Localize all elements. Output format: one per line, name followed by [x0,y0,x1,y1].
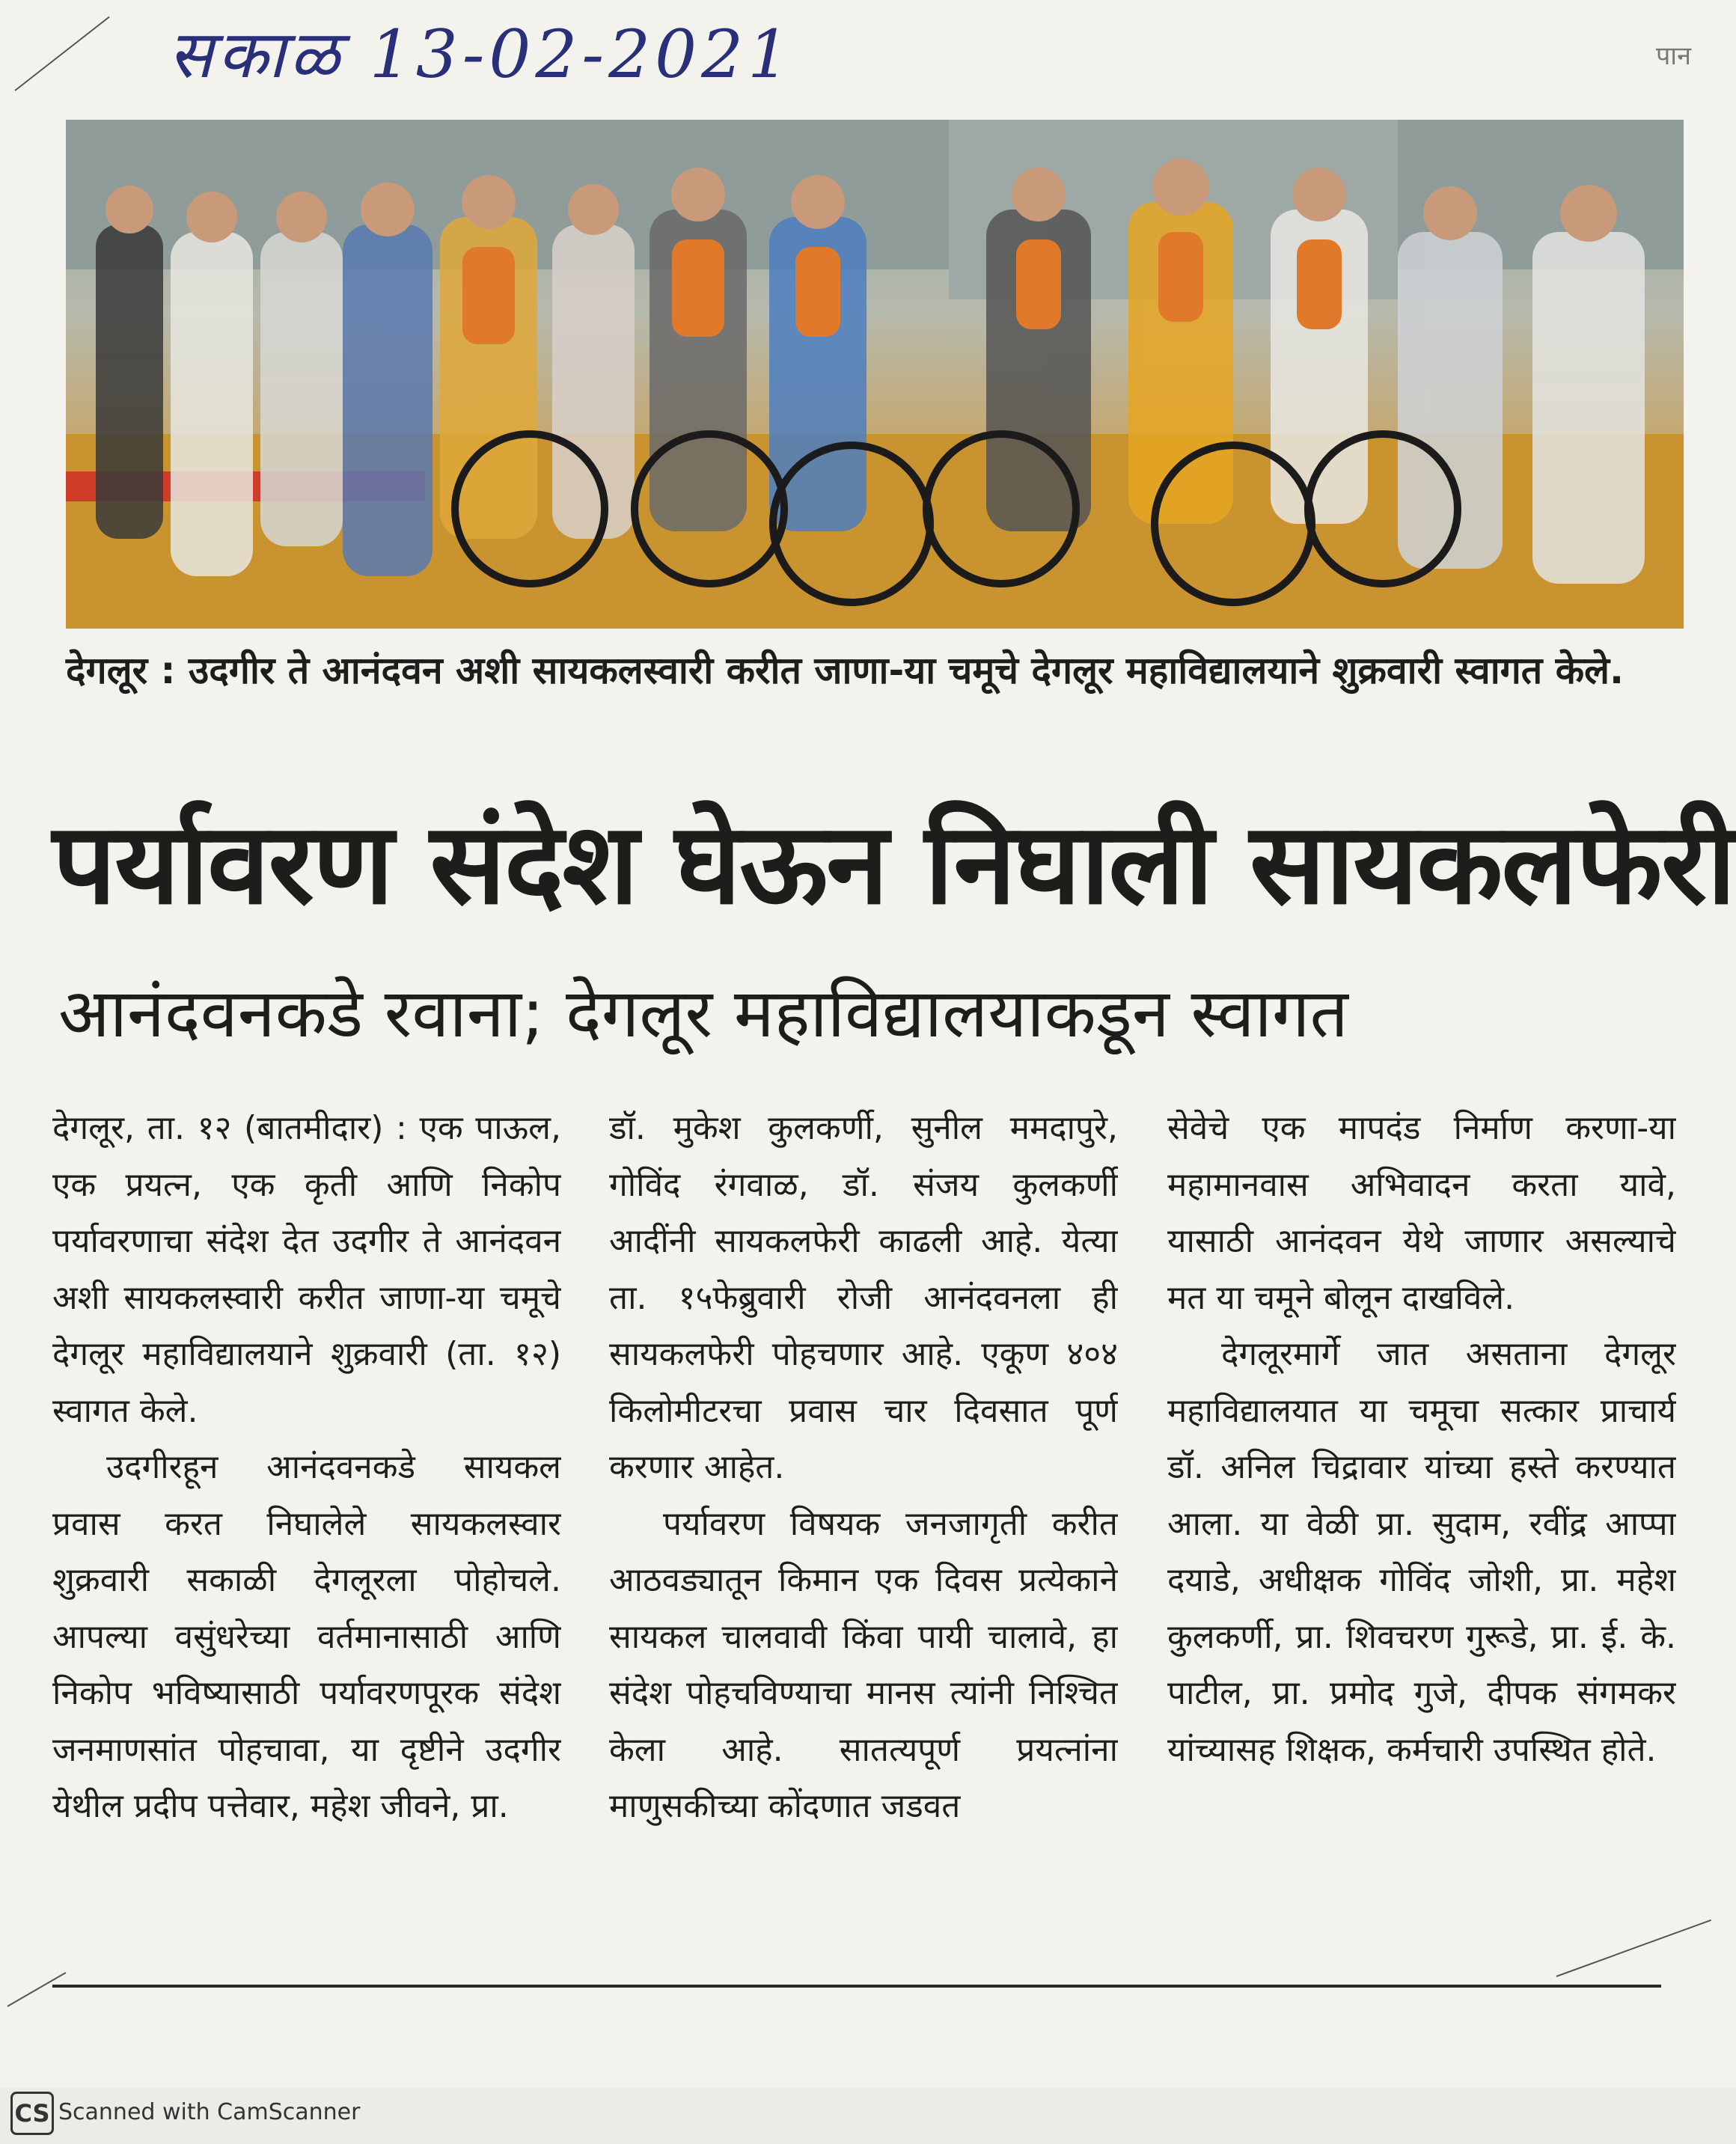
scanner-watermark-text: Scanned with CamScanner [58,2099,361,2125]
bottom-rule [52,1985,1661,1988]
article-paragraph: देगलूरमार्गे जात असताना देगलूर महाविद्यालयात या चमूचा सत्कार प्राचार्य डॉ. अनिल चिद्रावार यांच्या हस्ते करण्यात आला. या वेळी प्रा. सुदाम, रवींद्र आप्पा दयाडे, अधीक्षक गोविंद जोशी, प्रा. महेश कुलकर्णी, प्रा. शिवचरण गुरूडे, प्रा. ई. के. पाटील, प्रा. प्रमोद गुजे, दीपक संगमकर यांच्यासह शिक्षक, कर्मचारी उपस्थित होते. [1167,1335,1676,1769]
article-column-3 [1167,1100,1676,1946]
article-body [52,1100,1676,1946]
camscanner-logo-icon: CS [10,2092,54,2135]
cyclists-group-photo [66,120,1684,629]
photo-illustration [66,120,1684,629]
article-column-1 [52,1100,561,1946]
article-paragraph: पर्यावरण विषयक जनजागृती करीत आठवड्यातून किमान एक दिवस प्रत्येकाने सायकल चालवावी किंवा पायी चालावे, हा संदेश पोहचविण्याचा मानस त्यांनी निश्चित केला आहे. सातत्यपूर्ण प्रयत्नांना माणुसकीच्या कोंदणात जडवत [609,1504,1118,1825]
article-paragraph: उदगीरहून आनंदवनकडे सायकल प्रवास करत निघालेले सायकलस्वार शुक्रवारी सकाळी देगलूरला पोहोचले. आपल्या वसुंधरेच्या वर्तमानासाठी आणि निकोप भविष्यासाठी पर्यावरणपूरक संदेश जनमाणसांत पोहचावा, या दृष्टीने उदगीर येथील प्रदीप पत्तेवार, महेश जीवने, प्रा. [52,1448,561,1825]
article-paragraph: डॉ. मुकेश कुलकर्णी, सुनील ममदापुरे, गोविंद रंगवाळ, डॉ. संजय कुलकर्णी आदींनी सायकलफेरी काढली आहे. येत्या ता. १५फेब्रुवारी रोजी आनंदवनला ही सायकलफेरी पोहचणार आहे. एकूण ४०४ किलोमीटरचा प्रवास चार दिवसात पूर्ण करणार आहेत. [609,1109,1118,1486]
article-column-2 [609,1100,1118,1946]
headline: पर्यावरण संदेश घेऊन निघाली सायकलफेरी [52,799,1735,929]
article-paragraph: देगलूर, ता. १२ (बातमीदार) : एक पाऊल, एक प्रयत्न, एक कृती आणि निकोप पर्यावरणाचा संदेश देत उदगीर ते आनंदवन अशी सायकलस्वारी करीत जाणा-या चमूचे देगलूर महाविद्यालयाने शुक्रवारी (ता. १२) स्वागत केले. [52,1109,561,1430]
article-paragraph: सेवेचे एक मापदंड निर्माण करणा-या महामानवास अभिवादन करता यावे, यासाठी आनंदवन येथे जाणार असल्याचे मत या चमूने बोलून दाखविले. [1167,1109,1676,1317]
subheadline: आनंदवनकडे रवाना; देगलूर महाविद्यालयाकडून स्वागत [58,974,1348,1053]
page-corner-mark: पान [1656,41,1691,71]
handwritten-date-note: सकाळ 13-02-2021 [168,16,795,93]
photo-caption: देगलूर : उदगीर ते आनंदवन अशी सायकलस्वारी करीत जाणा-या चमूचे देगलूर महाविद्यालयाने शुक्रवारी स्वागत केले. [66,649,1624,692]
